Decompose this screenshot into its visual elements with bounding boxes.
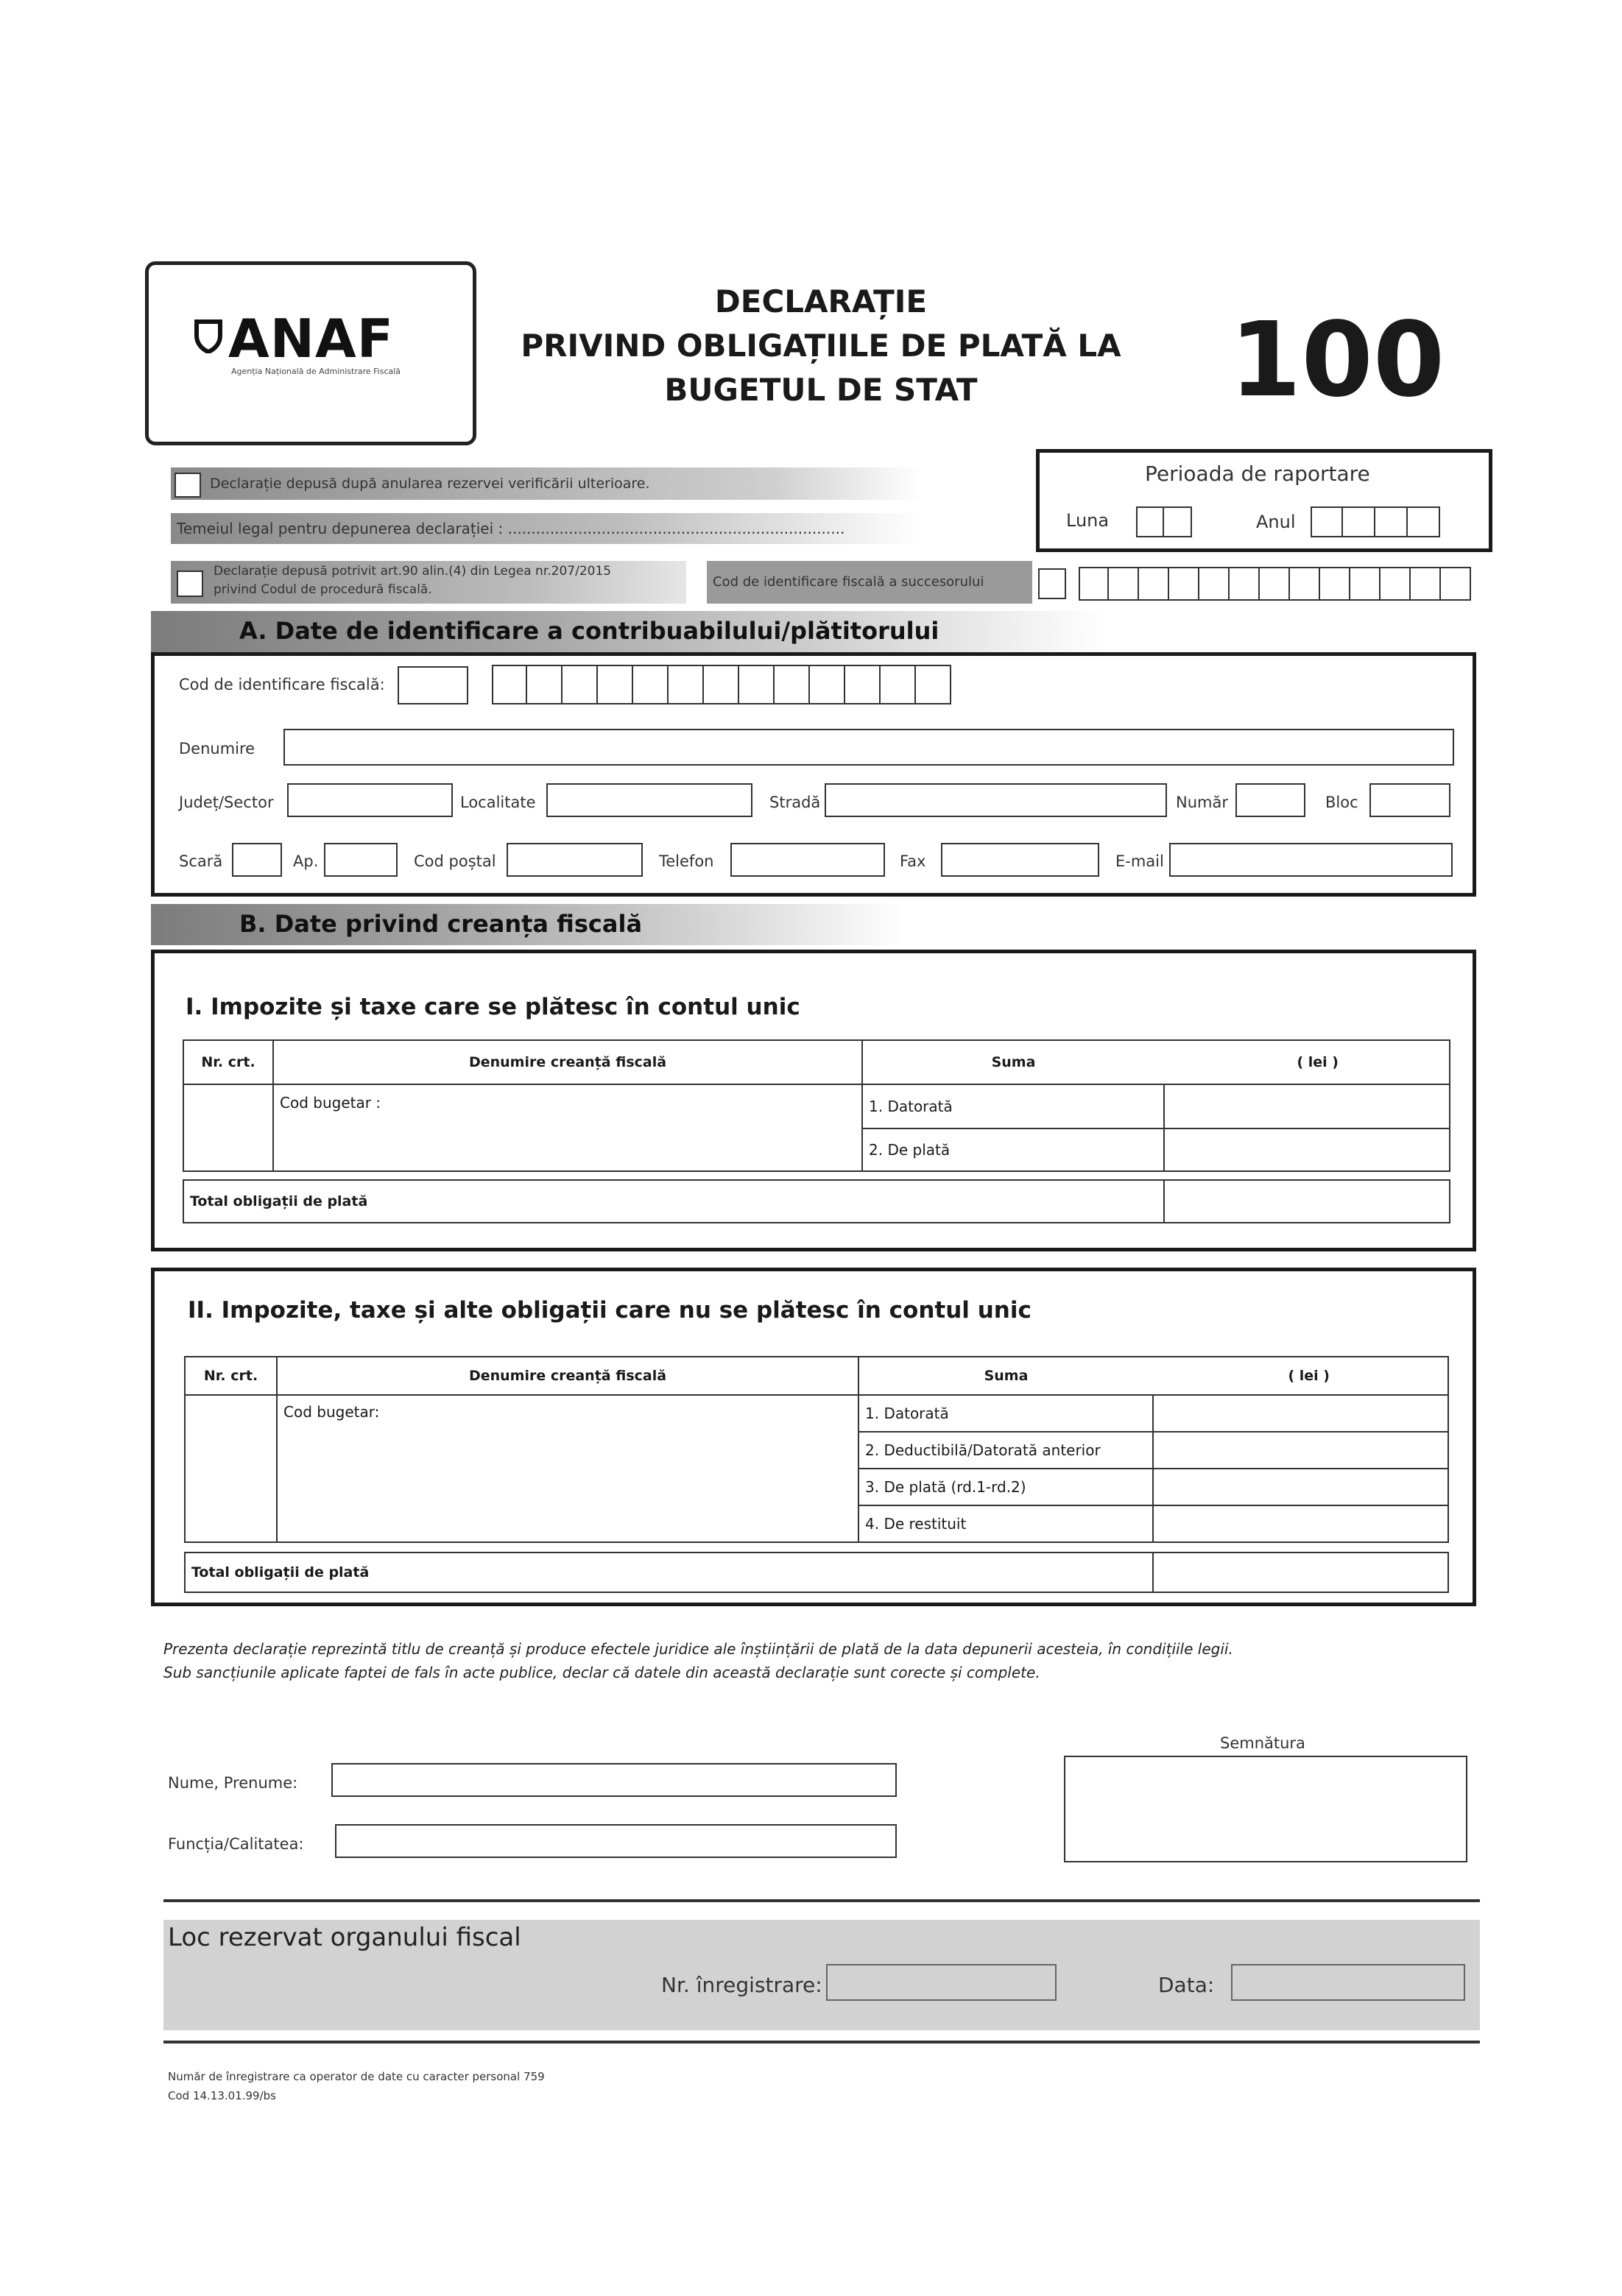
scara-field[interactable] (232, 843, 282, 877)
telefon-label: Telefon (659, 852, 714, 870)
judet-label: Județ/Sector (179, 794, 274, 811)
shield-icon (194, 319, 222, 353)
table2-cod-bugetar[interactable]: Cod bugetar: (277, 1395, 858, 1542)
luna-cells[interactable] (1136, 506, 1192, 537)
table2-row-datorata: 1. Datorată (858, 1395, 1153, 1432)
anulare-label: Declarație depusă după anularea rezervei verificării ulterioare. (210, 476, 650, 492)
table1-total-label: Total obligații de plată (183, 1180, 1164, 1223)
art90-label-2: privind Codul de procedură fiscală. (214, 582, 432, 597)
table1-header-lei: ( lei ) (1164, 1040, 1450, 1084)
legal-line-2: Sub sancțiunile aplicate faptei de fals în acte publice, declar că datele din această declarație sunt corecte și complete. (163, 1664, 1040, 1681)
anulare-checkbox[interactable] (174, 473, 201, 498)
logo-subtitle: Agenția Națională de Administrare Fiscală (231, 367, 401, 376)
bloc-label: Bloc (1325, 794, 1358, 811)
fax-field[interactable] (941, 843, 1099, 877)
table2-header-suma: Suma (858, 1357, 1153, 1395)
temei-label[interactable]: Temeiul legal pentru depunerea declarației : ........................................................................ (177, 520, 845, 537)
form-number: 100 (1230, 300, 1445, 420)
localitate-field[interactable] (546, 783, 752, 817)
data-field[interactable] (1231, 1964, 1465, 2001)
cif-label: Cod de identificare fiscală: (179, 676, 385, 693)
cif-cells[interactable] (492, 665, 951, 704)
cif-prefix-field[interactable] (398, 666, 468, 704)
anul-label: Anul (1256, 512, 1296, 532)
legal-line-1: Prezenta declarație reprezintă titlu de creanță și produce efectele juridice ale înștiințării de plată de la data depunerii acesteia, în condițiile legii. (163, 1640, 1233, 1658)
denumire-label: Denumire (179, 740, 255, 757)
strada-field[interactable] (825, 783, 1167, 817)
section-a-title: A. Date de identificare a contribuabilului/plătitorului (239, 617, 939, 645)
table2-total-value[interactable] (1153, 1553, 1448, 1592)
table2-title: II. Impozite, taxe și alte obligații care nu se plătesc în contul unic (188, 1297, 1032, 1324)
fiscal-bottom-rule (163, 2041, 1480, 2044)
logo-text: ANAF (228, 308, 394, 370)
table2-nr-cell[interactable] (185, 1395, 277, 1542)
footer-line-1: Număr de înregistrare ca operator de date cu caracter personal 759 (168, 2070, 545, 2083)
email-field[interactable] (1169, 843, 1453, 877)
period-title: Perioada de raportare (1145, 462, 1370, 486)
table2-row-deductibila: 2. Deductibilă/Datorată anterior (858, 1432, 1153, 1469)
fax-label: Fax (900, 852, 926, 870)
anaf-logo-box (145, 261, 476, 445)
anul-cells[interactable] (1311, 506, 1440, 537)
table1-row-datorata: 1. Datorată (862, 1084, 1164, 1128)
table2-total-label: Total obligații de plată (185, 1553, 1153, 1592)
succesor-cif-cells[interactable] (1079, 567, 1471, 601)
art90-checkbox[interactable] (177, 571, 203, 597)
ap-label: Ap. (293, 852, 319, 870)
art90-label-1: Declarație depusă potrivit art.90 alin.(4) din Legea nr.207/2015 (214, 564, 612, 579)
table1-total-value[interactable] (1164, 1180, 1450, 1223)
fiscal-top-rule (163, 1899, 1480, 1902)
nume-label: Nume, Prenume: (168, 1774, 298, 1792)
nr-inregistrare-label: Nr. înregistrare: (661, 1973, 822, 1997)
nume-field[interactable] (331, 1763, 897, 1797)
table2-de-plata-value[interactable] (1153, 1469, 1448, 1505)
fiscal-title: Loc rezervat organului fiscal (168, 1923, 521, 1952)
title-line3: BUGETUL DE STAT (664, 372, 978, 408)
table1-de-plata-value[interactable] (1164, 1128, 1450, 1171)
table2-deductibila-value[interactable] (1153, 1432, 1448, 1469)
judet-field[interactable] (287, 783, 453, 817)
table1-header-nr: Nr. crt. (183, 1040, 273, 1084)
semnatura-field[interactable] (1064, 1756, 1467, 1862)
table2-de-restituit-value[interactable] (1153, 1505, 1448, 1542)
table1-title: I. Impozite și taxe care se plătesc în contul unic (186, 994, 800, 1020)
table1-total (183, 1179, 1450, 1223)
telefon-field[interactable] (730, 843, 885, 877)
footer-line-2: Cod 14.13.01.99/bs (168, 2089, 276, 2102)
table2 (184, 1356, 1449, 1543)
title-line2: PRIVIND OBLIGAȚIILE DE PLATĂ LA (521, 328, 1121, 364)
table1 (183, 1039, 1450, 1172)
numar-field[interactable] (1235, 783, 1305, 817)
table2-datorata-value[interactable] (1153, 1395, 1448, 1432)
table2-header-nr: Nr. crt. (185, 1357, 277, 1395)
table2-header-denumire: Denumire creanță fiscală (277, 1357, 858, 1395)
succesor-cif-prefix[interactable] (1038, 568, 1066, 599)
table1-datorata-value[interactable] (1164, 1084, 1450, 1128)
luna-label: Luna (1066, 510, 1110, 531)
table2-row-de-plata: 3. De plată (rd.1-rd.2) (858, 1469, 1153, 1505)
bloc-field[interactable] (1369, 783, 1450, 817)
semnatura-label: Semnătura (1220, 1734, 1305, 1752)
numar-label: Număr (1176, 794, 1228, 811)
cod-postal-label: Cod poștal (414, 852, 496, 870)
table2-row-de-restituit: 4. De restituit (858, 1505, 1153, 1542)
denumire-field[interactable] (283, 729, 1454, 766)
table2-header-lei: ( lei ) (1153, 1357, 1448, 1395)
strada-label: Stradă (769, 794, 821, 811)
section-b-title: B. Date privind creanța fiscală (239, 910, 643, 938)
succesor-label: Cod de identificare fiscală a succesorului (713, 574, 984, 590)
table1-header-suma: Suma (862, 1040, 1164, 1084)
table1-header-denumire: Denumire creanță fiscală (273, 1040, 862, 1084)
cod-postal-field[interactable] (507, 843, 643, 877)
scara-label: Scară (179, 852, 223, 870)
table2-total (184, 1552, 1449, 1593)
functia-label: Funcția/Calitatea: (168, 1835, 304, 1853)
data-label: Data: (1158, 1973, 1215, 1997)
localitate-label: Localitate (460, 794, 536, 811)
email-label: E-mail (1115, 852, 1164, 870)
nr-inregistrare-field[interactable] (826, 1964, 1057, 2001)
table1-nr-cell[interactable] (183, 1084, 273, 1171)
table1-cod-bugetar[interactable]: Cod bugetar : (273, 1084, 862, 1171)
ap-field[interactable] (324, 843, 398, 877)
title-line1: DECLARAȚIE (714, 283, 928, 319)
functia-field[interactable] (335, 1824, 897, 1858)
table1-row-de-plata: 2. De plată (862, 1128, 1164, 1171)
